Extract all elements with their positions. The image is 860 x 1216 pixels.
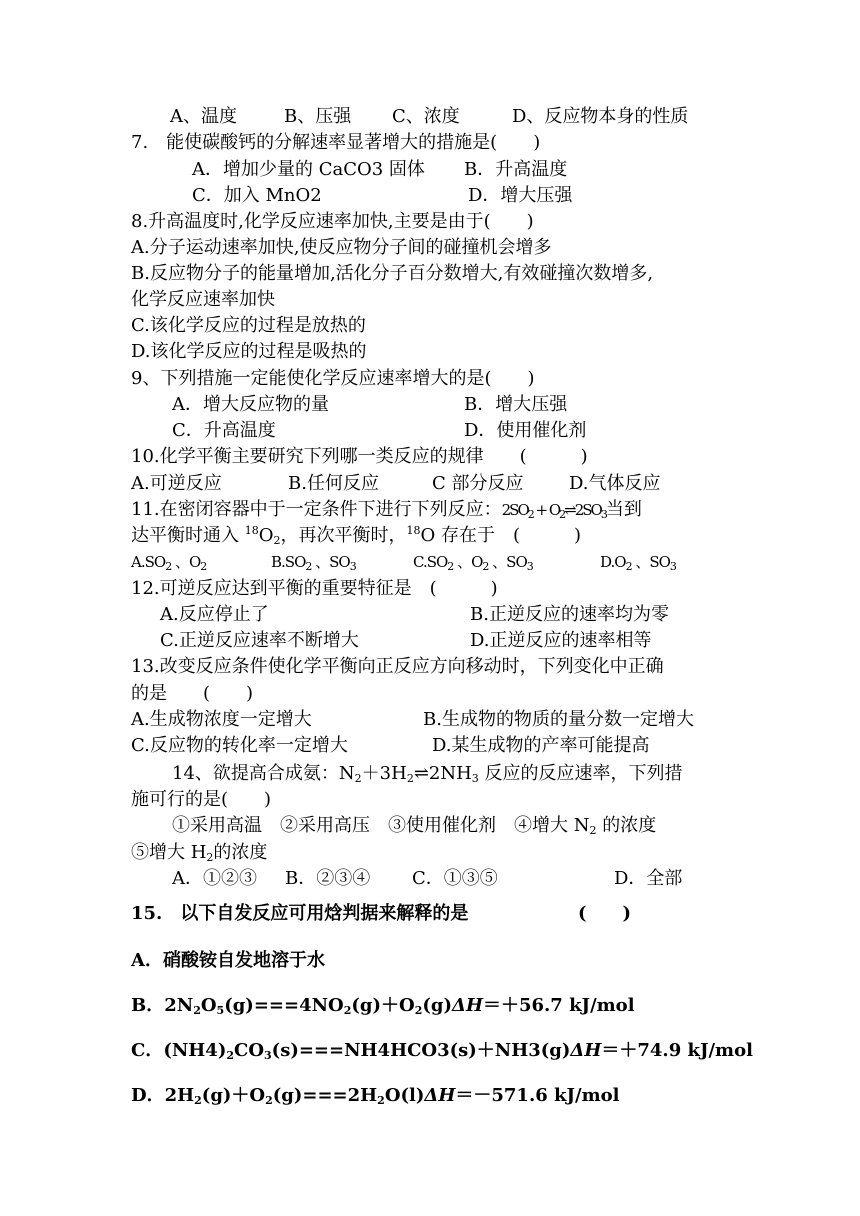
equilibrium-arrow-icon: ⇌ bbox=[564, 501, 575, 519]
q7-option-a: A．增加少量的 CaCO3 固体 bbox=[192, 159, 425, 180]
q6-option-b: B、压强 bbox=[284, 106, 352, 127]
q8-stem: 8.升高温度时,化学反应速率加快,主要是由于( ) bbox=[131, 211, 534, 232]
q13-option-c: C.反应物的转化率一定增大 bbox=[131, 735, 348, 756]
q13-stem-line1: 13.改变反应条件使化学平衡向正反应方向移动时，下列变化中正确 bbox=[131, 656, 664, 677]
q11-stem-text: 11.在密闭容器中于一定条件下进行下列反应： bbox=[131, 499, 502, 520]
q14-option-a: A．①②③ bbox=[172, 868, 257, 889]
q15-option-b: B．$2N_2O_5(g)===4NO_2(g)+O_2(g)\Delta H=+56.7$ kJ/mol bbox=[131, 995, 635, 1017]
q15-option-a: A．硝酸铵自发地溶于水 bbox=[131, 950, 325, 971]
q11-equation: $2SO_2$ + $O_2\rightleftharpoons 2SO_3$ bbox=[501, 501, 606, 521]
q10-option-b: B.任何反应 bbox=[288, 473, 379, 494]
q12-stem: 12.可逆反应达到平衡的重要特征是 ( ) bbox=[131, 578, 498, 599]
q11-option-d: $D.O_2$ 、$SO_3$ bbox=[600, 553, 676, 573]
q10-option-d: D.气体反应 bbox=[569, 473, 661, 494]
q8-option-b-line1: B.反应物分子的能量增加,活化分子百分数增大,有效碰撞次数增多, bbox=[131, 263, 654, 284]
q12-option-b: B.正逆反应的速率均为零 bbox=[470, 604, 669, 625]
q11-option-a: $A.SO_2$ 、$O_2$ bbox=[131, 553, 207, 573]
q7-stem: 7. 能使碳酸钙的分解速率显著增大的措施是( ) bbox=[131, 132, 541, 153]
q15-option-c: C．$(NH4)_2CO_3(s)===NH4HCO3(s)+NH3(g)\Delta H=+74.9$ kJ/mol bbox=[131, 1040, 753, 1062]
q12-option-d: D.正逆反应的速率相等 bbox=[470, 630, 652, 651]
q6-option-c: C、浓度 bbox=[392, 106, 460, 127]
q9-stem: 9、下列措施一定能使化学反应速率增大的是( ) bbox=[131, 368, 535, 389]
q13-option-b: B.生成物的物质的量分数一定增大 bbox=[423, 709, 694, 730]
q11-option-b: $B.SO_2$ 、$SO_3$ bbox=[271, 553, 356, 573]
q7-option-c: C．加入 MnO2 bbox=[192, 185, 322, 206]
q14-measures-line2: ⑤增大 $H_2$的浓度 bbox=[131, 842, 268, 864]
q14-option-c: C．①③⑤ bbox=[412, 868, 498, 889]
q14-option-d: D．全部 bbox=[614, 868, 683, 889]
q15-stem: 15. 以下自发反应可用焓判据来解释的是 bbox=[131, 903, 469, 924]
equilibrium-arrow-icon: ⇌2NH bbox=[413, 763, 472, 784]
q8-option-c: C.该化学反应的过程是放热的 bbox=[131, 315, 366, 336]
q13-stem-line2: 的是 ( ) bbox=[131, 683, 254, 704]
q14-measures-line1: ①采用高温 ②采用高压 ③使用催化剂 ④增大 $N_2$ 的浓度 bbox=[172, 815, 657, 837]
q6-option-d: D、反应物本身的性质 bbox=[512, 106, 689, 127]
q7-option-b: B．升高温度 bbox=[464, 159, 568, 180]
q14-stem-line2: 施可行的是( ) bbox=[131, 789, 272, 810]
q10-option-c: C 部分反应 bbox=[432, 473, 524, 494]
q15-answer-paren: ( ) bbox=[578, 903, 632, 924]
q11-stem-line2: 达平衡时通入 $^{18}O_2$，再次平衡时，$^{18}$O 存在于 ( ) bbox=[131, 524, 582, 547]
q15-option-d: D．$2H_2(g)+O_2(g)===2H_2O(l)\Delta H=-571.6$ kJ/mol bbox=[131, 1085, 620, 1107]
q6-option-a: A、温度 bbox=[170, 106, 237, 127]
q11-option-c: $C.SO_2$ 、$O_2$ 、$SO_3$ bbox=[413, 553, 533, 573]
q11-stem-line1: 11.在密闭容器中于一定条件下进行下列反应：$2SO_2$ + $O_2\rightleftharpoons 2SO_3$当到 bbox=[131, 499, 642, 521]
q8-option-d: D.该化学反应的过程是吸热的 bbox=[131, 341, 367, 362]
q9-option-a: A．增大反应物的量 bbox=[172, 394, 329, 415]
q9-option-d: D．使用催化剂 bbox=[464, 420, 587, 441]
q10-option-a: A.可逆反应 bbox=[131, 473, 222, 494]
q7-option-d: D．增大压强 bbox=[468, 185, 573, 206]
q14-stem-line1: 14、欲提高合成氨：$N_2+3H_2\rightleftharpoons 2NH_3$ 反应的反应速率，下列措 bbox=[172, 763, 683, 785]
q12-option-a: A.反应停止了 bbox=[160, 604, 269, 625]
q13-option-a: A.生成物浓度一定增大 bbox=[131, 709, 312, 730]
q9-option-b: B．增大压强 bbox=[464, 394, 568, 415]
q8-option-a: A.分子运动速率加快,使反应物分子间的碰撞机会增多 bbox=[131, 237, 552, 258]
q10-stem: 10.化学平衡主要研究下列哪一类反应的规律 ( ) bbox=[131, 446, 588, 467]
q8-option-b-line2: 化学反应速率加快 bbox=[131, 289, 275, 310]
q9-option-c: C．升高温度 bbox=[172, 420, 276, 441]
q14-option-b: B．②③④ bbox=[285, 868, 371, 889]
q12-option-c: C.正逆反应速率不断增大 bbox=[160, 630, 359, 651]
q13-option-d: D.某生成物的产率可能提高 bbox=[432, 735, 650, 756]
